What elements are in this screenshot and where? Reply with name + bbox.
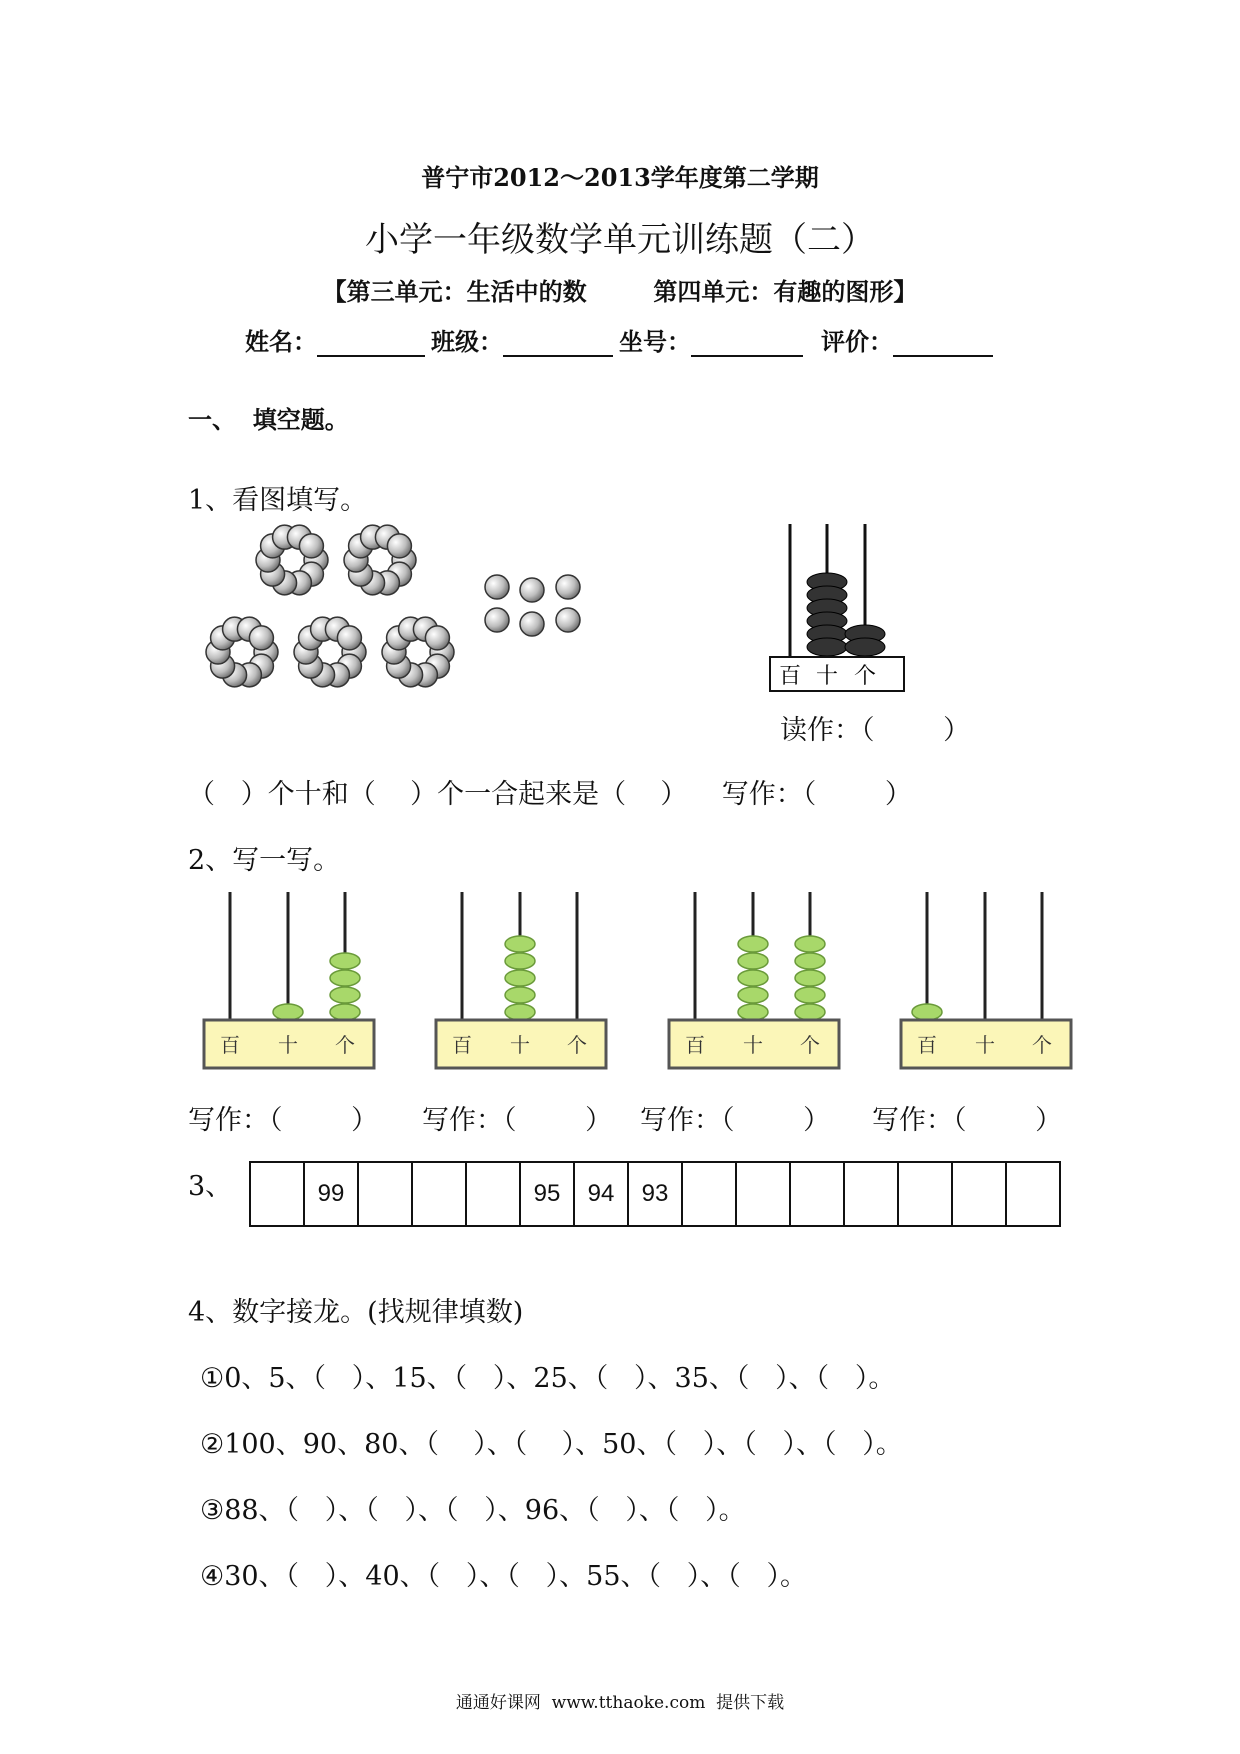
abacus-bead	[330, 987, 360, 1003]
grid-cell[interactable]	[899, 1163, 953, 1225]
abacus-place-label: 百	[452, 1033, 472, 1057]
q3-number-grid	[249, 1161, 1061, 1227]
ten-bead-ring	[382, 617, 454, 687]
grid-cell[interactable]	[737, 1163, 791, 1225]
abacus-bead	[330, 1004, 360, 1020]
class-label: 班级：	[431, 327, 503, 356]
abacus-place-label: 个	[800, 1033, 820, 1057]
student-info-row	[245, 322, 999, 357]
single-bead	[520, 578, 544, 602]
q1-title: 1、看图填写。	[188, 485, 368, 516]
abacus-bead	[738, 953, 768, 969]
grid-cell[interactable]	[953, 1163, 1007, 1225]
abacus-bead	[795, 936, 825, 952]
grid-cell: 94	[575, 1163, 629, 1225]
abacus-place-label: 十	[510, 1033, 530, 1057]
single-bead	[485, 575, 509, 599]
abacus-bead	[505, 987, 535, 1003]
q4-item-4: ④30、（ ）、40、（ ）、（ ）、55、（ ）、（ ）。	[200, 1561, 808, 1592]
grid-cell[interactable]	[791, 1163, 845, 1225]
q4-item-3: ③88、（ ）、（ ）、（ ）、96、（ ）、（ ）。	[200, 1495, 746, 1526]
abacus-bead	[795, 987, 825, 1003]
abacus-bead	[795, 953, 825, 969]
q1-read-line: 读作：（ ）	[780, 715, 971, 746]
grid-cell: 93	[629, 1163, 683, 1225]
single-bead	[556, 608, 580, 632]
abacus-place-label: 百	[220, 1033, 240, 1057]
eval-label: 评价：	[821, 327, 893, 356]
unit-range: 【第三单元：生活中的数 第四单元：有趣的图形】	[322, 277, 918, 306]
q4-item-1: ①0、5、（ ）、15、（ ）、25、（ ）、35、（ ）、（ ）。	[200, 1363, 896, 1394]
grid-cell[interactable]	[359, 1163, 413, 1225]
q1-fill-line: （ ）个十和（ ）个一合起来是（ ） 写作：（ ）	[188, 779, 912, 810]
grid-cell[interactable]	[845, 1163, 899, 1225]
abacus-bead	[795, 970, 825, 986]
abacus-bead	[505, 953, 535, 969]
q2-abacus	[665, 892, 845, 1077]
grid-cell: 99	[305, 1163, 359, 1225]
q2-abacus-row	[200, 892, 1100, 1077]
ten-bead-ring	[256, 525, 328, 595]
single-bead	[556, 575, 580, 599]
footer-source: 通通好课网 www.tthaoke.com 提供下载	[455, 1693, 785, 1713]
q1-ones-beads	[845, 625, 885, 656]
q4-title: 4、数字接龙。(找规律填数)	[188, 1297, 524, 1328]
q2-abacus	[200, 892, 380, 1077]
abacus-place-label: 十	[278, 1033, 298, 1057]
abacus-place-label: 个	[335, 1033, 355, 1057]
abacus-bead	[505, 970, 535, 986]
grid-cell: 95	[521, 1163, 575, 1225]
bead	[425, 626, 449, 650]
bead	[387, 534, 411, 558]
bead	[299, 534, 323, 558]
abacus-bead	[738, 1004, 768, 1020]
class-field[interactable]	[503, 329, 613, 357]
single-bead	[485, 608, 509, 632]
abacus-bead	[738, 987, 768, 1003]
ten-bead-ring	[344, 525, 416, 595]
abacus-place-label: 百	[917, 1033, 937, 1057]
bead-groups-illustration	[200, 520, 600, 700]
seat-label: 坐号：	[619, 327, 691, 356]
name-field[interactable]	[317, 329, 425, 357]
q2-write-4: 写作：（ ）	[872, 1105, 1063, 1136]
q3-label: 3、	[188, 1171, 233, 1202]
grid-cell[interactable]	[467, 1163, 521, 1225]
ten-bead-ring	[294, 617, 366, 687]
q1-label-ones: 个	[853, 664, 877, 689]
q2-write-2: 写作：（ ）	[422, 1105, 613, 1136]
ten-bead-ring	[206, 617, 278, 687]
section-fill-in-title: 一、 填空题。	[188, 405, 349, 434]
eval-field[interactable]	[893, 329, 993, 357]
seat-field[interactable]	[691, 329, 803, 357]
abacus-bead	[738, 936, 768, 952]
abacus-bead	[912, 1004, 942, 1020]
bead	[249, 626, 273, 650]
abacus-bead	[505, 1004, 535, 1020]
q4-item-2: ②100、90、80、（ ）、（ ）、50、（ ）、（ ）、（ ）。	[200, 1429, 903, 1460]
q1-label-hundreds: 百	[778, 664, 802, 689]
q2-write-3: 写作：（ ）	[640, 1105, 831, 1136]
abacus-place-label: 个	[1032, 1033, 1052, 1057]
q2-abacus	[897, 892, 1077, 1077]
name-label: 姓名：	[245, 327, 317, 356]
grid-cell[interactable]	[413, 1163, 467, 1225]
q1-tens-beads	[807, 573, 847, 656]
grid-cell[interactable]	[1007, 1163, 1059, 1225]
abacus-bead	[330, 970, 360, 986]
exam-subtitle: 普宁市2012～2013学年度第二学期	[421, 163, 819, 192]
abacus-bead	[273, 1004, 303, 1020]
abacus-bead	[738, 970, 768, 986]
grid-cell[interactable]	[683, 1163, 737, 1225]
abacus-bead	[330, 953, 360, 969]
abacus-bead	[505, 936, 535, 952]
abacus-place-label: 十	[743, 1033, 763, 1057]
abacus-place-label: 百	[685, 1033, 705, 1057]
q2-abacus	[432, 892, 612, 1077]
q1-label-tens: 十	[815, 664, 839, 689]
exam-title: 小学一年级数学单元训练题（二）	[365, 220, 875, 260]
single-bead	[520, 612, 544, 636]
abacus-bead	[795, 1004, 825, 1020]
q2-title: 2、写一写。	[188, 845, 341, 876]
abacus-place-label: 个	[567, 1033, 587, 1057]
q2-write-1: 写作：（ ）	[188, 1105, 379, 1136]
q1-abacus	[765, 520, 915, 695]
abacus-place-label: 十	[975, 1033, 995, 1057]
bead	[337, 626, 361, 650]
grid-cell[interactable]	[251, 1163, 305, 1225]
